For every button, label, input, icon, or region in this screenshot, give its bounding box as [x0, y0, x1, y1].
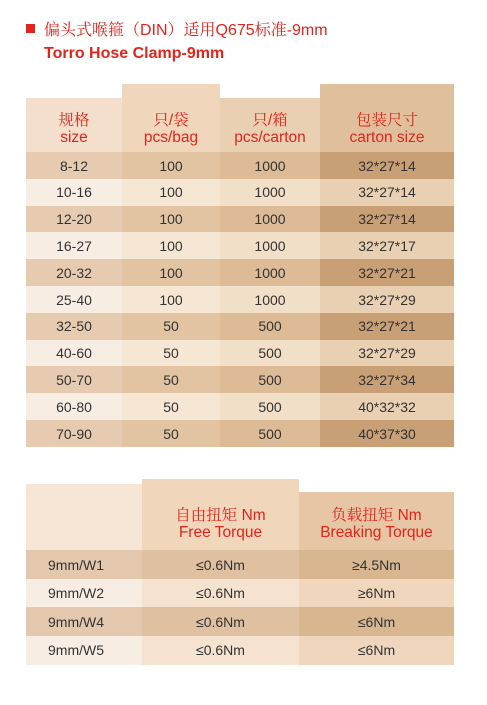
table1-cell-text: 32*27*21 [358, 264, 416, 281]
table1-cell-text: 8-12 [59, 157, 89, 174]
table1-cell [220, 340, 320, 367]
table1-cell [320, 393, 454, 420]
table1-cell-text: 10-16 [56, 184, 92, 201]
table1-cell-text: 50-70 [56, 371, 92, 388]
table1-cell [122, 393, 220, 420]
table1-cell [122, 259, 220, 286]
table1-header-cn: 规格 [58, 112, 90, 129]
title-cn: 偏头式喉箍（DIN）适用Q675标准-9mm [44, 21, 328, 39]
table1-cell [122, 313, 220, 340]
table2-cell [26, 579, 142, 608]
table1-cell [320, 366, 454, 393]
table1-header-2 [220, 98, 320, 152]
table2-cell-text: 9mm/W4 [48, 613, 104, 630]
table1-cell-text: 60-80 [56, 398, 92, 415]
table1-cell-text: 32*27*17 [358, 237, 416, 254]
table1-cell [320, 340, 454, 367]
table1-cell-text: 32*27*14 [358, 211, 416, 228]
table1-cell [122, 179, 220, 206]
title-cn-line [26, 16, 328, 40]
table1-cell [122, 232, 220, 259]
table2-cell-text: 9mm/W5 [48, 642, 104, 659]
table1-cell [122, 152, 220, 179]
table1-cell [122, 206, 220, 233]
table1-cell-text: 70-90 [56, 425, 92, 442]
table1-cell-text: 32*27*29 [358, 345, 416, 362]
table1-cell [26, 206, 122, 233]
table2-cell-text: ≤6Nm [357, 613, 396, 630]
table1-header-cn: 只/箱 [252, 112, 288, 129]
table2-header-cn: 负载扭矩 Nm [331, 507, 422, 524]
table1-cell [122, 340, 220, 367]
table2-header-en: Breaking Torque [320, 524, 433, 541]
table1-cell [220, 259, 320, 286]
table2-cell [26, 550, 142, 579]
table1-header-0 [26, 98, 122, 152]
table1-cell [220, 179, 320, 206]
table1-header-cn: 包装尺寸 [355, 112, 418, 129]
table1-cell-text: 32-50 [56, 318, 92, 335]
table1-cell [26, 232, 122, 259]
table1-cell [26, 393, 122, 420]
table1-cell [220, 313, 320, 340]
table1-cell-text: 1000 [254, 237, 286, 254]
table2-cell-text: ≤0.6Nm [196, 613, 245, 630]
table1-cell [26, 259, 122, 286]
table2-cell-text: ≤0.6Nm [196, 556, 245, 573]
square-bullet-icon [26, 24, 35, 33]
table1-cell-text: 500 [258, 318, 282, 335]
table2-cell-text: ≥6Nm [357, 585, 396, 602]
table1-cell [26, 340, 122, 367]
table1-cell [26, 179, 122, 206]
table1-cell-text: 40*32*32 [358, 398, 416, 415]
table1-cell [320, 232, 454, 259]
table2-cell-text: ≥4.5Nm [352, 556, 401, 573]
table1-cell [122, 366, 220, 393]
table1-cell-text: 50 [163, 425, 179, 442]
table1-cell-text: 50 [163, 345, 179, 362]
table1-cell [26, 313, 122, 340]
table1-cell [122, 286, 220, 313]
table1-cell [220, 152, 320, 179]
table2-cell [142, 550, 299, 579]
table1-cell [26, 286, 122, 313]
table1-cell-text: 100 [159, 184, 183, 201]
table1-cell [122, 420, 220, 447]
table1-header-1 [122, 84, 220, 152]
table1-cell [320, 420, 454, 447]
table1-cell [220, 206, 320, 233]
table1-cell-text: 50 [163, 398, 179, 415]
title-en: Torro Hose Clamp-9mm [44, 45, 225, 62]
table2-header-cn: 自由扭矩 Nm [175, 507, 266, 524]
table1-cell [320, 259, 454, 286]
table1-cell-text: 40*37*30 [358, 425, 416, 442]
table1-cell-text: 1000 [254, 211, 286, 228]
table1-cell [320, 179, 454, 206]
table1-cell-text: 32*27*34 [358, 371, 416, 388]
table1-cell [220, 366, 320, 393]
table1-cell [320, 206, 454, 233]
table2-header-1 [142, 479, 299, 550]
table1-cell-text: 25-40 [56, 291, 92, 308]
table1-cell-text: 32*27*29 [358, 291, 416, 308]
table1-header-en: pcs/bag [143, 129, 199, 146]
table2-cell [299, 607, 454, 636]
table1-cell [220, 393, 320, 420]
table1-cell-text: 1000 [254, 291, 286, 308]
table1-cell-text: 100 [159, 211, 183, 228]
table2-header-0 [26, 484, 142, 550]
table1-cell-text: 100 [159, 264, 183, 281]
table1-cell-text: 1000 [254, 184, 286, 201]
table1-header-en: pcs/carton [234, 129, 306, 146]
table1-cell [320, 286, 454, 313]
table1-cell [26, 366, 122, 393]
table2-cell [26, 607, 142, 636]
table1-header-en: carton size [349, 129, 425, 146]
table1-cell-text: 12-20 [56, 211, 92, 228]
title-block [26, 16, 328, 63]
table1-cell [26, 152, 122, 179]
table2-cell-text: ≤0.6Nm [196, 642, 245, 659]
table2-cell [299, 579, 454, 608]
table1-cell-text: 32*27*21 [358, 318, 416, 335]
table1-header-cn: 只/袋 [153, 112, 189, 129]
table2-cell-text: ≤0.6Nm [196, 585, 245, 602]
table2-header-en: Free Torque [178, 524, 263, 541]
table2-cell [299, 636, 454, 665]
table1-cell [320, 152, 454, 179]
table1-cell-text: 32*27*14 [358, 184, 416, 201]
table2-cell-text: ≤6Nm [357, 642, 396, 659]
table2-cell [142, 636, 299, 665]
table1-cell-text: 50 [163, 371, 179, 388]
table1-cell-text: 100 [159, 157, 183, 174]
table2-cell [142, 579, 299, 608]
table1-cell-text: 50 [163, 318, 179, 335]
table1-cell [220, 286, 320, 313]
table1-cell-text: 100 [159, 237, 183, 254]
table2-cell-text: 9mm/W2 [48, 585, 104, 602]
table1-cell [26, 420, 122, 447]
table1-cell-text: 100 [159, 291, 183, 308]
table1-cell-text: 500 [258, 398, 282, 415]
table2-cell [142, 607, 299, 636]
table1-cell-text: 500 [258, 371, 282, 388]
table1-cell-text: 40-60 [56, 345, 92, 362]
table1-header-3 [320, 84, 454, 152]
table1-cell-text: 1000 [254, 157, 286, 174]
table1-cell-text: 20-32 [56, 264, 92, 281]
table2-cell [299, 550, 454, 579]
table1-cell-text: 32*27*14 [358, 157, 416, 174]
table1-cell-text: 16-27 [56, 237, 92, 254]
table1-cell-text: 1000 [254, 264, 286, 281]
table1-cell [320, 313, 454, 340]
table1-cell-text: 500 [258, 425, 282, 442]
table2-header-2 [299, 492, 454, 550]
table1-cell [220, 420, 320, 447]
table1-header-en: size [60, 129, 88, 146]
table2-cell-text: 9mm/W1 [48, 556, 104, 573]
table2-cell [26, 636, 142, 665]
table1-cell [220, 232, 320, 259]
table1-cell-text: 500 [258, 345, 282, 362]
